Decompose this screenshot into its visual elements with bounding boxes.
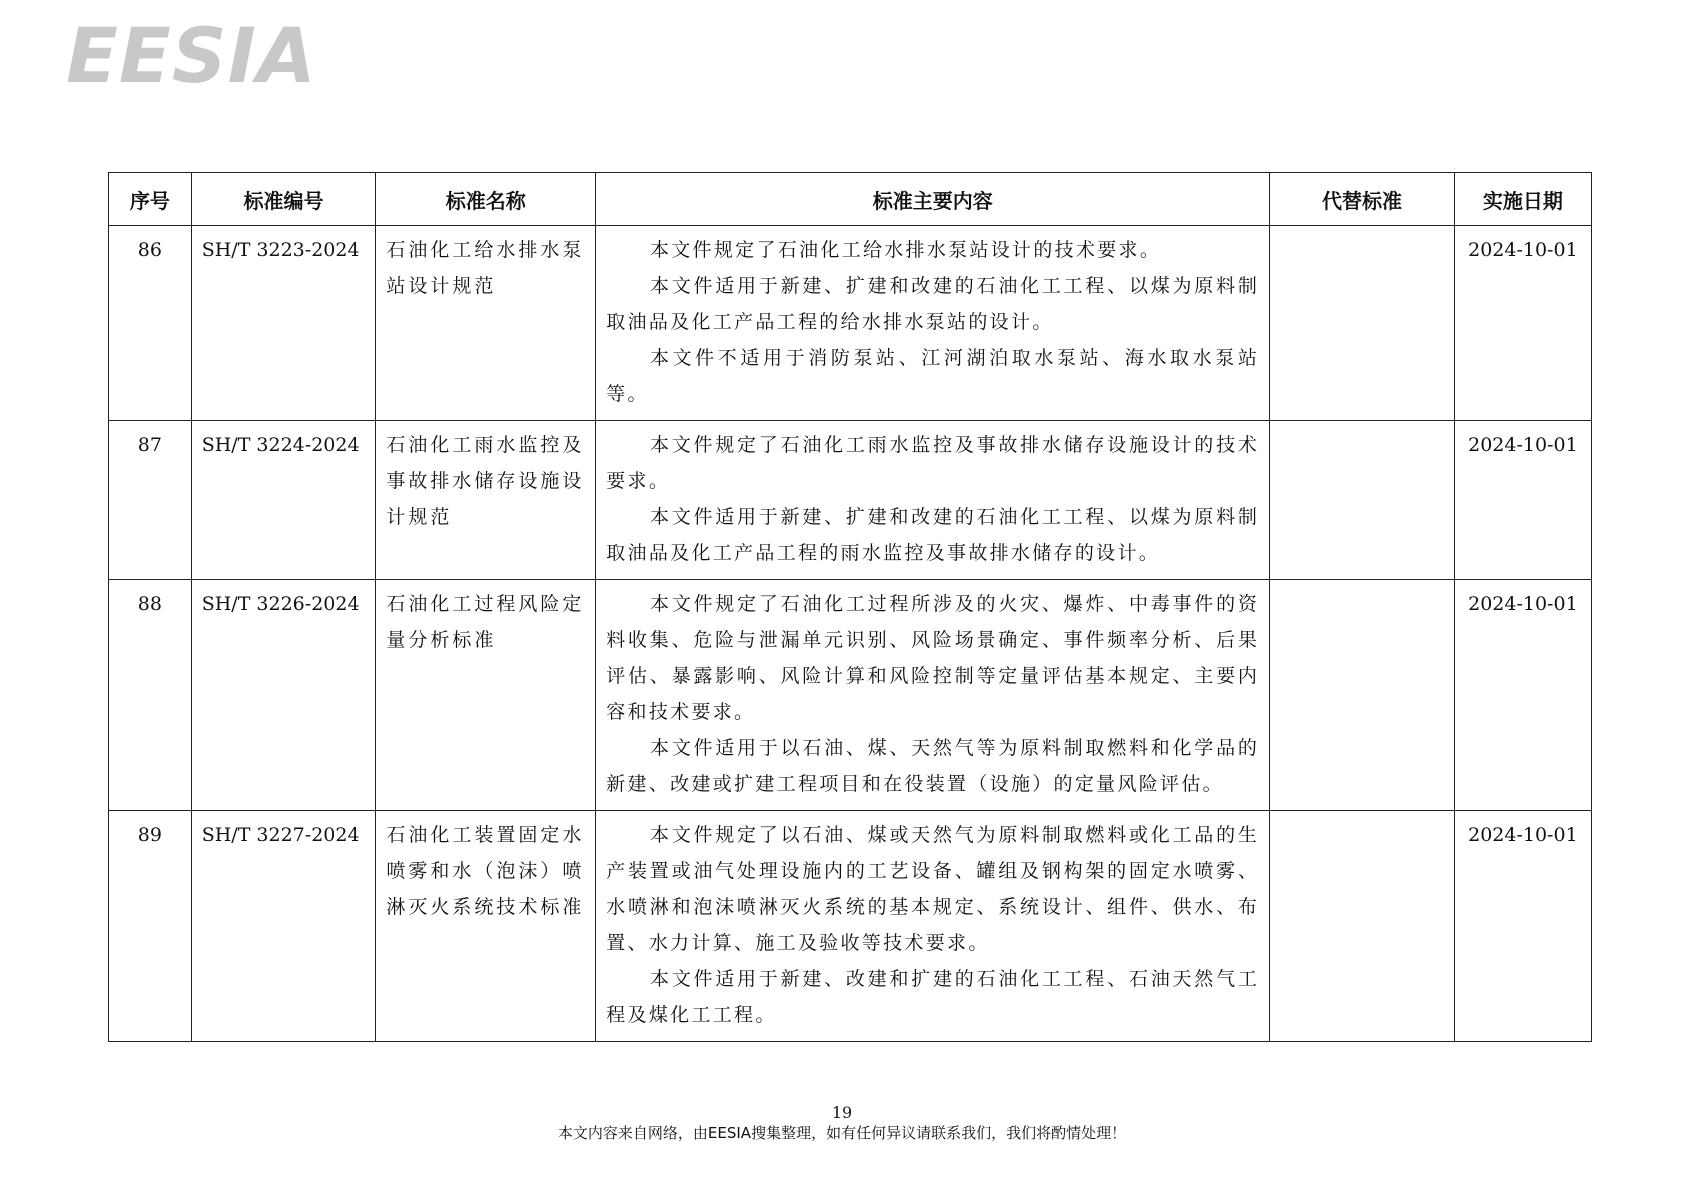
table-header: [109, 173, 1592, 226]
content-paragraph: 本文件适用于新建、扩建和改建的石油化工工程、以煤为原料制取油品及化工产品工程的雨水监控及事故排水储存的设计。: [606, 506, 1260, 564]
table-row: [109, 421, 1592, 580]
cell-no: 87: [109, 421, 192, 580]
cell-replace: [1270, 580, 1455, 811]
content-paragraph: 本文件规定了石油化工过程所涉及的火灾、爆炸、中毒事件的资料收集、危险与泄漏单元识别、风险场景确定、事件频率分析、后果评估、暴露影响、风险计算和风险控制等定量评估基本规定、主要内容和技术要求。: [606, 593, 1260, 723]
content-paragraph: 本文件规定了石油化工雨水监控及事故排水储存设施设计的技术要求。: [606, 434, 1260, 492]
cell-name: 石油化工雨水监控及事故排水储存设施设计规范: [376, 421, 596, 580]
content-paragraph: 本文件不适用于消防泵站、江河湖泊取水泵站、海水取水泵站等。: [606, 347, 1260, 405]
cell-date: 2024-10-01: [1454, 580, 1591, 811]
header-content: 标准主要内容: [596, 173, 1270, 226]
cell-no: 86: [109, 226, 192, 421]
cell-replace: [1270, 226, 1455, 421]
page-number: 19: [831, 1103, 853, 1122]
cell-code: SH/T 3226-2024: [191, 580, 376, 811]
cell-date: 2024-10-01: [1454, 226, 1591, 421]
eesia-logo: EESIA: [66, 11, 317, 100]
content-paragraph: 本文件规定了石油化工给水排水泵站设计的技术要求。: [649, 239, 1162, 261]
cell-code: SH/T 3224-2024: [191, 421, 376, 580]
cell-replace: [1270, 421, 1455, 580]
cell-replace: [1270, 811, 1455, 1042]
cell-no: 88: [109, 580, 192, 811]
table-row: [109, 580, 1592, 811]
table-row: [109, 226, 1592, 421]
cell-code: SH/T 3227-2024: [191, 811, 376, 1042]
header-no: 序号: [109, 173, 192, 226]
header-name: 标准名称: [376, 173, 596, 226]
table-row: [109, 811, 1592, 1042]
cell-code: SH/T 3223-2024: [191, 226, 376, 421]
header-row: [109, 173, 1592, 226]
cell-content: [596, 421, 1270, 580]
header-replace: 代替标准: [1270, 173, 1455, 226]
cell-content: [596, 811, 1270, 1042]
content-paragraph: 本文件适用于新建、改建和扩建的石油化工工程、石油天然气工程及煤化工工程。: [606, 968, 1260, 1026]
header-date: 实施日期: [1454, 173, 1591, 226]
cell-content: [596, 580, 1270, 811]
cell-name: 石油化工装置固定水喷雾和水（泡沫）喷淋灭火系统技术标准: [376, 811, 596, 1042]
standards-table: [108, 172, 1592, 1042]
cell-name: 石油化工给水排水泵站设计规范: [376, 226, 596, 421]
content-paragraph: 本文件规定了以石油、煤或天然气为原料制取燃料或化工品的生产装置或油气处理设施内的工艺设备、罐组及钢构架的固定水喷雾、水喷淋和泡沫喷淋灭火系统的基本规定、系统设计、组件、供水、布置、水力计算、施工及验收等技术要求。: [606, 824, 1260, 954]
cell-date: 2024-10-01: [1454, 421, 1591, 580]
cell-name: 石油化工过程风险定量分析标准: [376, 580, 596, 811]
content-paragraph: 本文件适用于新建、扩建和改建的石油化工工程、以煤为原料制取油品及化工产品工程的给水排水泵站的设计。: [606, 275, 1260, 333]
cell-no: 89: [109, 811, 192, 1042]
cell-date: 2024-10-01: [1454, 811, 1591, 1042]
header-code: 标准编号: [191, 173, 376, 226]
cell-content: [596, 226, 1270, 421]
footer-note: 本文内容来自网络，由EESIA搜集整理，如有任何异议请联系我们，我们将酌情处理！: [557, 1124, 1127, 1142]
table-body: [109, 226, 1592, 1042]
content-paragraph: 本文件适用于以石油、煤、天然气等为原料制取燃料和化学品的新建、改建或扩建工程项目和在役装置（设施）的定量风险评估。: [606, 737, 1260, 795]
